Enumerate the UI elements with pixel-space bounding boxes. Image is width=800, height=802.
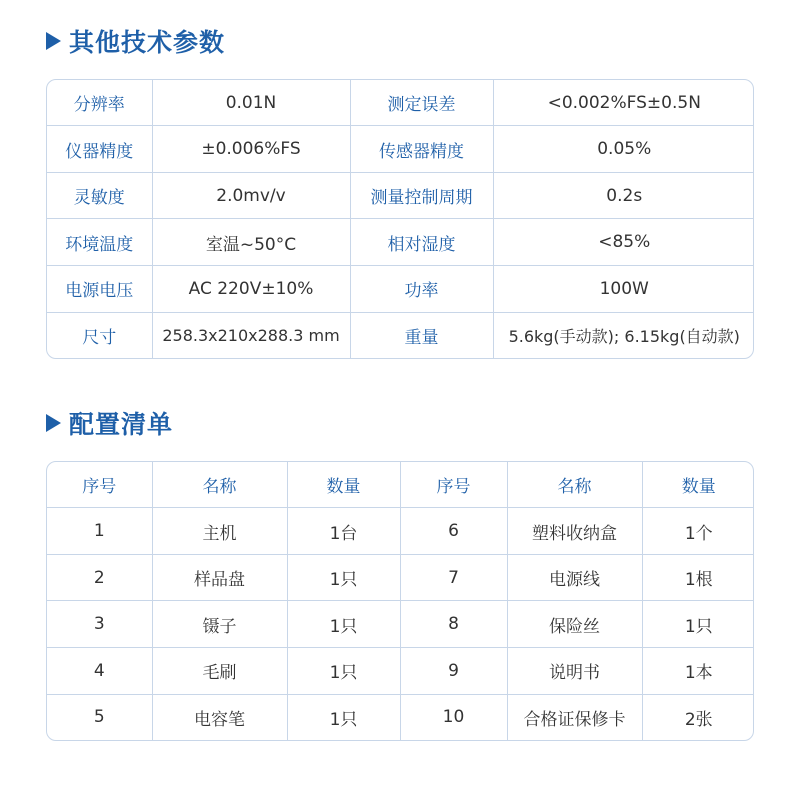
param-label: 传感器精度 (350, 126, 493, 173)
section-title-tech-params (46, 23, 225, 59)
section-title-text: 配置清单 (69, 410, 174, 439)
table-cell: 毛刷 (152, 648, 287, 695)
table-cell: 电容笔 (152, 694, 287, 740)
param-value: 2.0mv/v (152, 172, 350, 219)
table-cell: 10 (400, 694, 507, 740)
table-cell: 2 (47, 554, 152, 601)
param-label: 重量 (350, 312, 493, 358)
param-value: 0.01N (152, 80, 350, 126)
param-label: 相对湿度 (350, 219, 493, 266)
param-label: 功率 (350, 266, 493, 313)
table-cell: 1只 (287, 648, 400, 695)
table-cell: 1只 (287, 554, 400, 601)
table-cell: 主机 (152, 508, 287, 555)
param-label: 仪器精度 (47, 126, 152, 173)
table-cell: 6 (400, 508, 507, 555)
table-cell: 镊子 (152, 601, 287, 648)
column-header: 数量 (287, 462, 400, 508)
param-value: 258.3x210x288.3 mm (152, 312, 350, 358)
param-value: 室温~50°C (152, 219, 350, 266)
table-cell: 1台 (287, 508, 400, 555)
table-cell: 5 (47, 694, 152, 740)
table-row (47, 219, 754, 266)
column-header: 名称 (507, 462, 642, 508)
table-cell: 电源线 (507, 554, 642, 601)
table-cell: 说明书 (507, 648, 642, 695)
table-row (47, 648, 754, 695)
table-cell: 1只 (287, 601, 400, 648)
table-row (47, 601, 754, 648)
table-cell: 1只 (287, 694, 400, 740)
param-label: 测定误差 (350, 80, 493, 126)
section-title-text: 其他技术参数 (69, 28, 226, 57)
table-cell: 4 (47, 648, 152, 695)
table-row (47, 80, 754, 126)
param-value: 0.05% (493, 126, 754, 173)
table-row (47, 172, 754, 219)
tech-params-table (46, 79, 754, 359)
table-row (47, 508, 754, 555)
table-cell: 2张 (684, 709, 713, 730)
param-value: 5.6kg(手动款); 6.15kg(自动款) (508, 326, 740, 346)
table-cell: 合格证保修卡 (507, 694, 642, 740)
param-label: 尺寸 (47, 312, 152, 358)
table-row (47, 312, 754, 358)
table-cell: 1 (47, 508, 152, 555)
table-cell: 样品盘 (152, 554, 287, 601)
param-value: 100W (493, 266, 754, 313)
param-value: <0.002%FS±0.5N (493, 80, 754, 126)
triangle-right-icon (46, 414, 61, 432)
table-cell: 1本 (642, 648, 754, 695)
param-value: AC 220V±10% (152, 266, 350, 313)
param-label: 电源电压 (47, 266, 152, 313)
table-cell: 9 (400, 648, 507, 695)
table-cell: 8 (400, 601, 507, 648)
column-header: 序号 (47, 462, 152, 508)
param-label: 环境温度 (47, 219, 152, 266)
table-header-row (47, 462, 754, 508)
table-cell: 7 (400, 554, 507, 601)
table-row (47, 266, 754, 313)
column-header: 序号 (400, 462, 507, 508)
param-value: ±0.006%FS (152, 126, 350, 173)
column-header: 名称 (152, 462, 287, 508)
param-value: 0.2s (493, 172, 754, 219)
table-cell: 塑料收纳盒 (507, 508, 642, 555)
config-list-table (46, 461, 754, 741)
table-row (47, 554, 754, 601)
table-cell: 1个 (642, 508, 754, 555)
param-label: 分辨率 (47, 80, 152, 126)
table-cell: 1只 (642, 601, 754, 648)
table-cell: 1根 (642, 554, 754, 601)
triangle-right-icon (46, 32, 61, 50)
param-value: <85% (493, 219, 754, 266)
param-label: 灵敏度 (47, 172, 152, 219)
table-row (47, 126, 754, 173)
table-row (47, 694, 754, 740)
table-cell: 3 (47, 601, 152, 648)
param-label: 测量控制周期 (350, 172, 493, 219)
column-header: 数量 (642, 462, 754, 508)
section-title-config-list (46, 405, 173, 441)
table-cell: 保险丝 (507, 601, 642, 648)
